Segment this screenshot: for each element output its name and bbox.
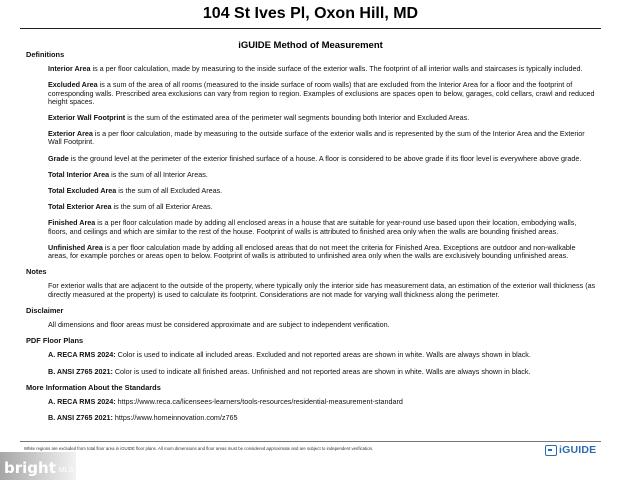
standard-text: Color is used to indicate all included areas. Excluded and not reported areas are shown in white. Walls are always shown in black. [115, 350, 531, 360]
definition-term: Total Exterior Area [48, 202, 112, 212]
document-subtitle: iGUIDE Method of Measurement [238, 40, 383, 51]
definition-total-exterior-area [48, 203, 596, 211]
bright-logo-sub: MLS [58, 467, 74, 474]
notes-heading: Notes [26, 267, 47, 277]
definition-term: Total Interior Area [48, 169, 110, 179]
disclaimer-heading: Disclaimer [26, 305, 64, 315]
definition-excluded-area [48, 81, 596, 106]
notes-text: For exterior walls that are adjacent to the outside of the property, where typically only the interior side has measurement data, an estimation of the exterior wall thickness (as directly measured at the property) is used to calculate its footprint. Considerations are not made for varying wall thickness along the perimeter. [48, 281, 596, 299]
iguide-floorplan-icon [545, 445, 557, 456]
definition-text: is the sum of all Exterior Areas. [111, 202, 213, 212]
definition-term: Excluded Area [48, 80, 98, 90]
standard-link[interactable]: https://www.homeinnovation.com/z765 [112, 413, 238, 423]
definition-text: is a per floor calculation, made by measuring to the outside surface of the exterior walls and is represented by the sum of the Interior Area and the Exterior Wall Footprint. [48, 129, 585, 147]
definition-finished-area [48, 219, 596, 235]
iguide-logo [545, 443, 596, 457]
bright-logo-text: bright [4, 459, 56, 477]
standard-term: B. ANSI Z765 2021: [48, 366, 113, 376]
definition-text: is the sum of all Excluded Areas. [116, 186, 223, 196]
definition-term: Exterior Area [48, 129, 93, 139]
standard-term: A. RECA RMS 2024: [48, 397, 116, 407]
definition-term: Unfinished Area [48, 242, 103, 252]
document-body [26, 51, 596, 430]
disclaimer-text: All dimensions and floor areas must be considered approximate and are subject to independent verification. [48, 320, 390, 330]
definition-term: Exterior Wall Footprint [48, 113, 126, 123]
definition-term: Total Excluded Area [48, 186, 117, 196]
footer-divider [20, 441, 601, 442]
footer-note: White regions are excluded from total floor area in iGUIDE floor plans. All room dimensions and floor areas must be considered approximate and are subject to independent verification. [24, 446, 374, 451]
definition-total-interior-area [48, 171, 596, 179]
definition-unfinished-area [48, 244, 596, 260]
definitions-heading: Definitions [26, 50, 65, 59]
pdf-floor-plans-heading: PDF Floor Plans [26, 336, 84, 346]
standard-link[interactable]: https://www.reca.ca/licensees-learners/tools-resources/residential-measurement-standard [115, 397, 403, 407]
standard-term: A. RECA RMS 2024: [48, 350, 116, 360]
definition-term: Interior Area [48, 64, 91, 74]
definition-text: is a per floor calculation made by adding all enclosed areas that do not meet the criteria for Finished Area. Exceptions are outdoor and non-walkable areas, for example porches or areas open to below. Footprint of walls is attributed to unfinished area only when the walls are exclusively bounding unfinished areas. [48, 242, 576, 261]
document-title: 104 St Ives Pl, Oxon Hill, MD [202, 5, 419, 22]
iguide-logo-text: iGUIDE [559, 444, 597, 456]
definition-interior-area [48, 65, 596, 73]
definition-grade [48, 155, 596, 163]
standard-term: B. ANSI Z765 2021: [48, 413, 113, 423]
definition-text: is the sum of the estimated area of the perimeter wall segments bounding both Interior and Excluded Areas. [125, 113, 470, 123]
more-info-reca [48, 398, 596, 406]
more-info-ansi [48, 414, 596, 422]
definition-text: is a sum of the area of all rooms (measured to the inside surface of room walls) that are excluded from the Interior Area for a floor and the footprint of corresponding walls. Prescribed area exclusions can vary from region to region. Examples of exclusions are spaces open to below, garages, cold cellars, crawl and reduced height spaces. [48, 80, 595, 106]
definition-text: is the ground level at the perimeter of the exterior finished surface of a house. A floor is considered to be above grade if its floor level is everywhere above grade. [68, 153, 582, 163]
definition-exterior-wall-footprint [48, 114, 596, 122]
definition-term: Grade [48, 153, 69, 163]
definition-text: is the sum of all Interior Areas. [109, 169, 208, 179]
standard-text: Color is used to indicate all finished areas. Unfinished and not reported areas are shown in white. Walls are always shown in black. [112, 366, 531, 376]
pdf-floor-plans-ansi [48, 368, 596, 376]
bright-mls-watermark [0, 452, 76, 480]
title-divider [20, 28, 601, 29]
pdf-floor-plans-reca [48, 351, 596, 359]
definition-text: is a per floor calculation made by adding all enclosed areas in a house that are suitable for year-round use based upon their location, embodying walls, floors, and ceilings and which are similar to the rest of the house. Footprint of walls is attributed to finished area only when the walls are bounding finished areas. [48, 218, 577, 236]
definition-total-excluded-area [48, 187, 596, 195]
definition-term: Finished Area [48, 218, 96, 228]
definition-text: is a per floor calculation, made by measuring to the inside surface of the exterior walls. The footprint of all interior walls and staircases is typically included. [90, 64, 583, 74]
more-info-heading: More Information About the Standards [26, 382, 161, 392]
definition-exterior-area [48, 130, 596, 146]
